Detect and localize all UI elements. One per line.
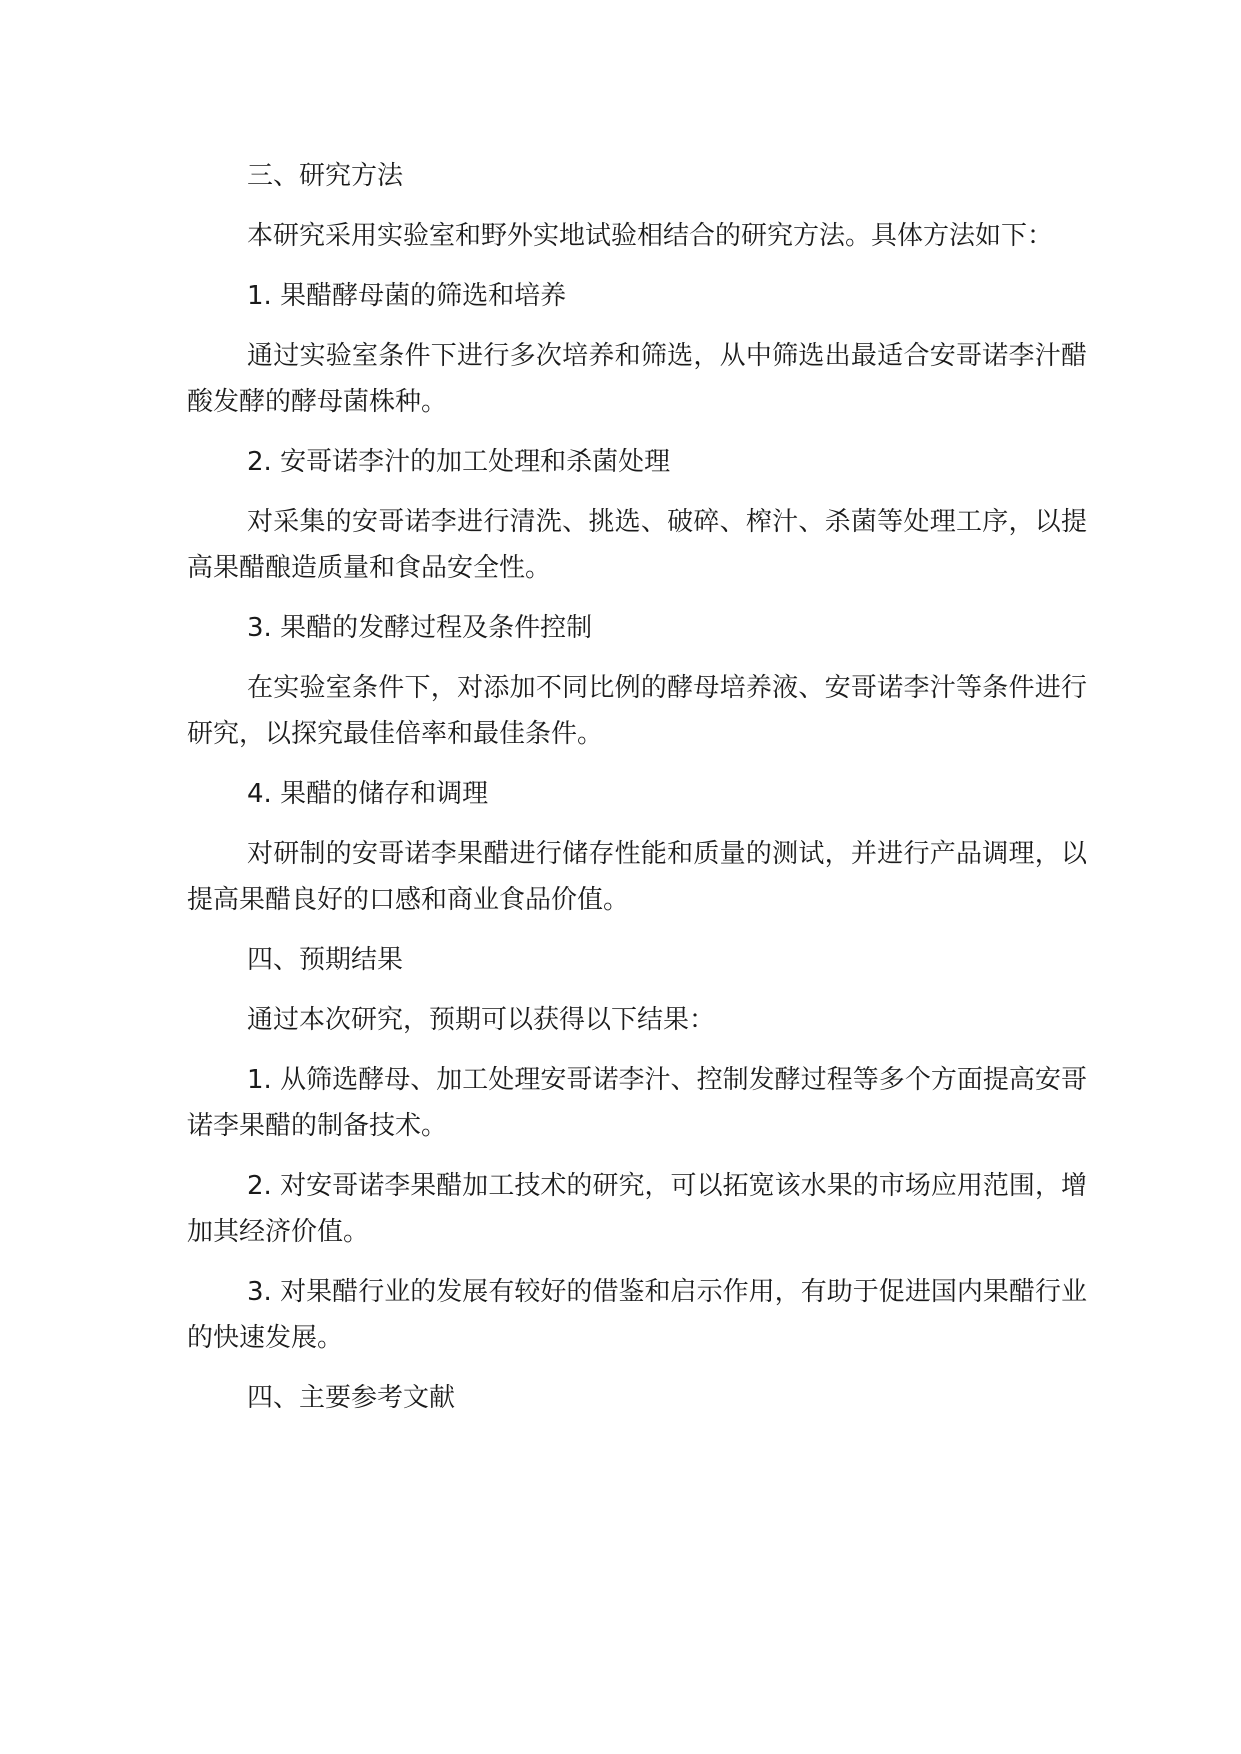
paragraph-results-intro: 通过本次研究，预期可以获得以下结果：	[247, 1005, 716, 1035]
list-heading-2: 2. 安哥诺李汁的加工处理和杀菌处理	[247, 447, 671, 477]
result-item-1: 1. 从筛选酵母、加工处理安哥诺李汁、控制发酵过程等多个方面提高安哥诺李果醋的制备技术。	[187, 1065, 1087, 1141]
paragraph-2: 对采集的安哥诺李进行清洗、挑选、破碎、榨汁、杀菌等处理工序，以提高果醋酿造质量和食品安全性。	[187, 507, 1087, 583]
section-heading-methods: 三、研究方法	[247, 161, 404, 191]
paragraph-1: 通过实验室条件下进行多次培养和筛选，从中筛选出最适合安哥诺李汁醋酸发酵的酵母菌株种。	[187, 341, 1087, 417]
result-item-2: 2. 对安哥诺李果醋加工技术的研究，可以拓宽该水果的市场应用范围，增加其经济价值。	[187, 1171, 1087, 1247]
paragraph-methods-intro: 本研究采用实验室和野外实地试验相结合的研究方法。具体方法如下：	[247, 221, 1054, 251]
result-item-3: 3. 对果醋行业的发展有较好的借鉴和启示作用，有助于促进国内果醋行业的快速发展。	[187, 1277, 1087, 1353]
list-heading-3: 3. 果醋的发酵过程及条件控制	[247, 613, 593, 643]
paragraph-3: 在实验室条件下，对添加不同比例的酵母培养液、安哥诺李汁等条件进行研究，以探究最佳倍率和最佳条件。	[187, 673, 1087, 749]
section-heading-expected-results: 四、预期结果	[247, 945, 404, 975]
section-heading-references: 四、主要参考文献	[247, 1383, 456, 1413]
paragraph-4: 对研制的安哥诺李果醋进行储存性能和质量的测试，并进行产品调理，以提高果醋良好的口感和商业食品价值。	[187, 839, 1087, 915]
list-heading-4: 4. 果醋的储存和调理	[247, 779, 489, 809]
document-body	[187, 153, 1087, 1435]
list-heading-1: 1. 果醋酵母菌的筛选和培养	[247, 281, 567, 311]
